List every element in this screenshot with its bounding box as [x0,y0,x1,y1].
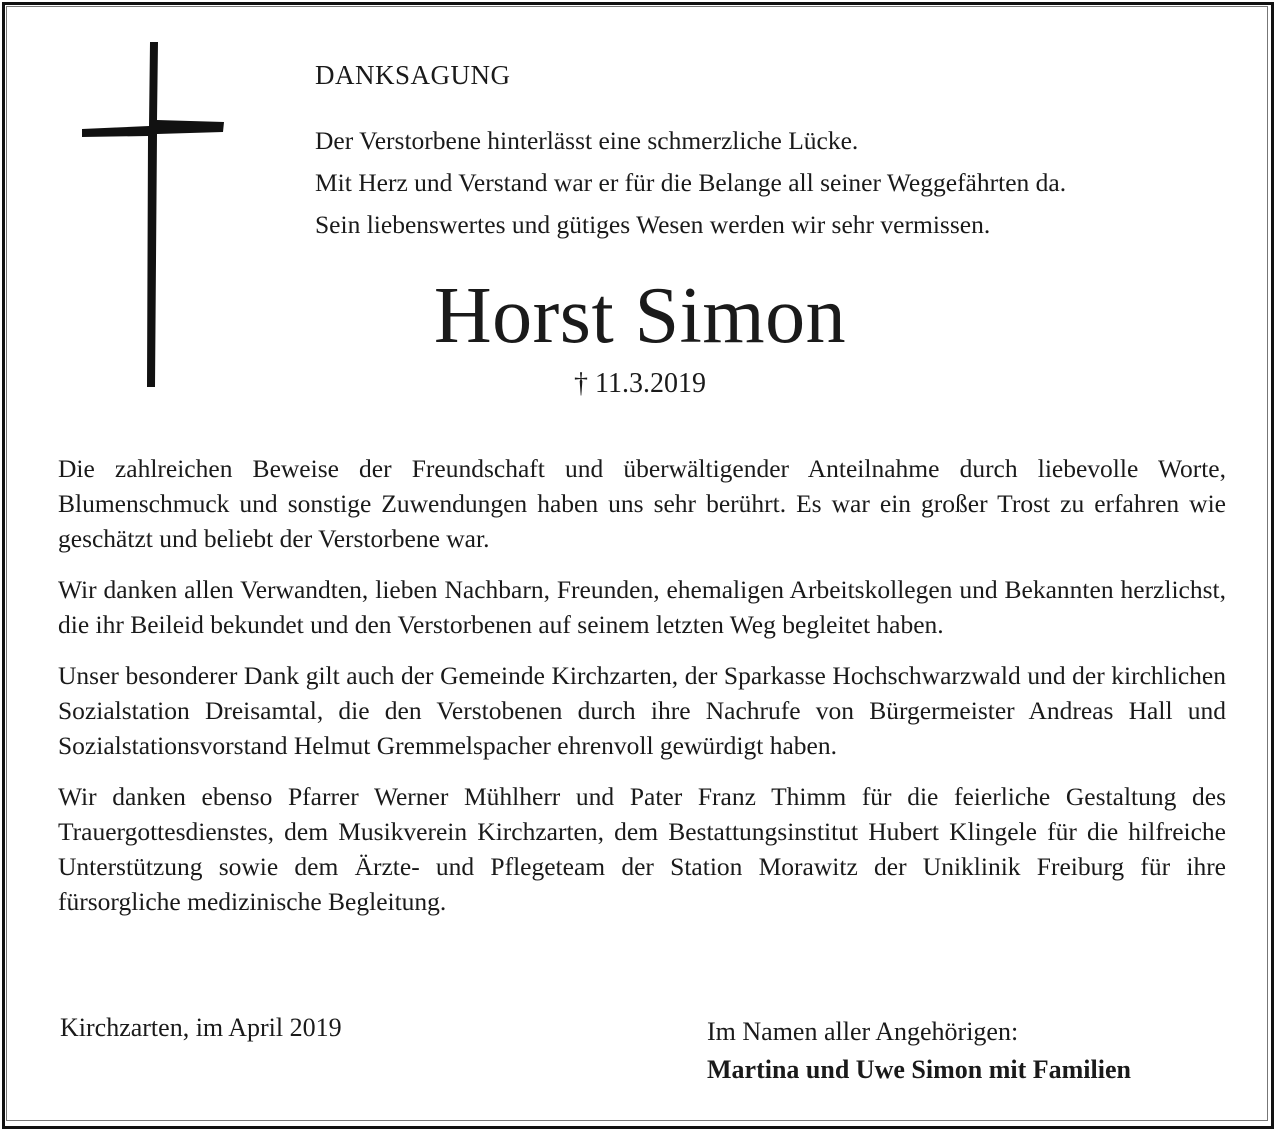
deceased-name: Horst Simon [433,272,847,360]
families-line: Martina und Uwe Simon mit Familien [707,1055,1131,1084]
on-behalf-line: Im Namen aller Angehörigen: [707,1017,1019,1046]
notice-heading: DANKSAGUNG [315,60,511,90]
body-paragraph: Wir danken ebenso Pfarrer Werner Mühlherr und Pater Franz Thimm für die feierliche Gestaltung des Trauergottesdienstes, dem Musikverein Kirchzarten, dem Bestattungsinstitut Hubert Klingele für die hilfreiche Unterstützung sowie dem Ärzte- und Pflegeteam der Station Morawitz der Uniklinik Freiburg für ihre fürsorgliche medizinische Begleitung. [58,782,1226,916]
signature-block [707,1013,1131,1089]
intro-line: Der Verstorbene hinterlässt eine schmerzliche Lücke. [315,126,859,155]
body-paragraph: Unser besonderer Dank gilt auch der Gemeinde Kirchzarten, der Sparkasse Hochschwarzwald und der kirchlichen Sozialstation Dreisamtal, die den Verstobenen durch ihre Nachrufe von Bürgermeister Andreas Hall und Sozialstationsvorstand Helmut Gremmelspacher ehrenvoll gewürdigt haben. [58,661,1226,760]
notice-body [58,451,1226,935]
intro-line: Sein liebenswertes und gütiges Wesen werden wir sehr vermissen. [315,210,991,239]
intro-line: Mit Herz und Verstand war er für die Belange all seiner Weggefährten da. [315,168,1067,197]
body-paragraph: Die zahlreichen Beweise der Freundschaft und überwältigender Anteilnahme durch liebevolle Worte, Blumenschmuck und sonstige Zuwendungen haben uns sehr berührt. Es war ein großer Trost zu erfahren wie geschätzt und beliebt der Verstorbene war. [58,454,1226,553]
place-date: Kirchzarten, im April 2019 [60,1013,342,1042]
body-paragraph: Wir danken allen Verwandten, lieben Nachbarn, Freunden, ehemaligen Arbeitskollegen und Bekannten herzlichst, die ihr Beileid bekundet und den Verstorbenen auf seinem letzten Weg begleitet haben. [58,575,1226,639]
death-date: † 11.3.2019 [574,368,706,399]
intro-text [315,120,1255,246]
